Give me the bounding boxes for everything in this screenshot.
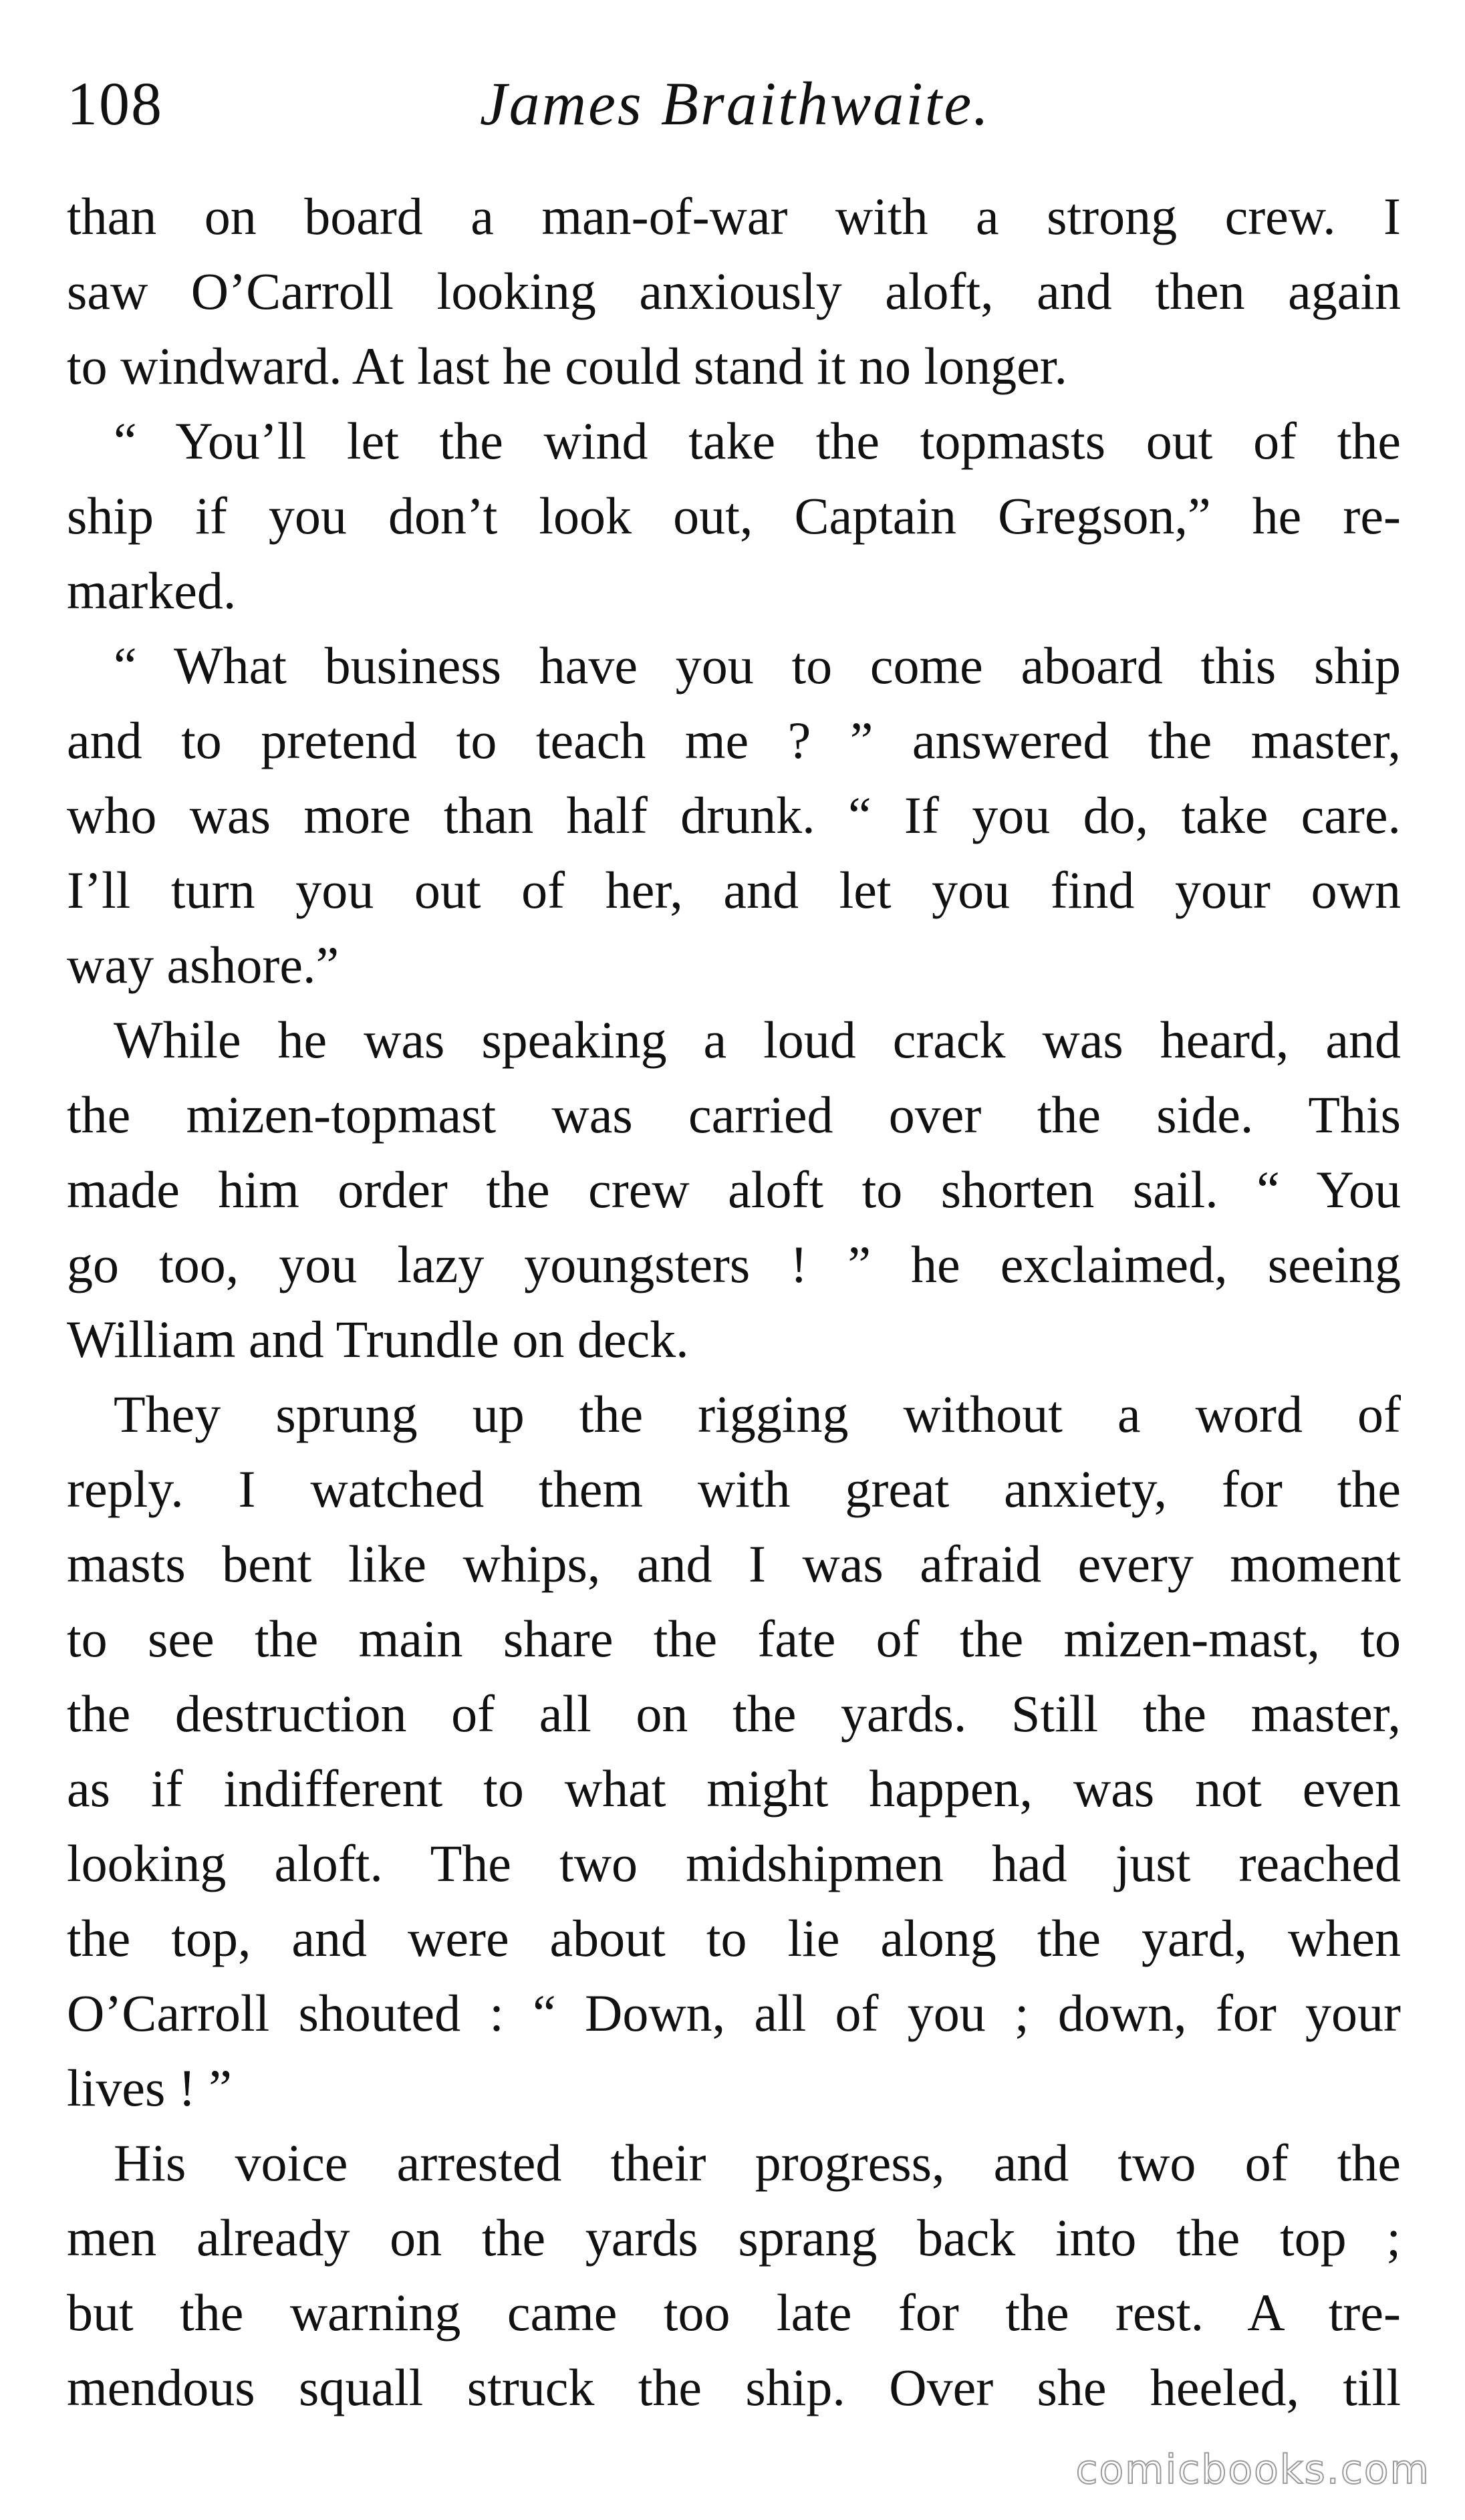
body-text: [67, 179, 1401, 2425]
text-line: made him order the crew aloft to shorten sail. “ You: [67, 1160, 1401, 1219]
text-line: While he was speaking a loud crack was heard, and: [114, 1011, 1401, 1069]
text-line: I’ll turn you out of her, and let you find your own: [67, 861, 1401, 919]
text-line: O’Carroll shouted : “ Down, all of you ; down, for your: [67, 1984, 1401, 2042]
page-number: 108: [67, 70, 163, 138]
text-line: as if indifferent to what might happen, was not even: [67, 1759, 1401, 1817]
text-line: William and Trundle on deck.: [67, 1310, 689, 1368]
running-title: James Braithwaite.: [479, 70, 991, 138]
text-line: They sprung up the rigging without a word of: [114, 1385, 1401, 1443]
text-line: reply. I watched them with great anxiety, for the: [67, 1460, 1401, 1518]
text-line: than on board a man-of-war with a strong crew. I: [67, 187, 1401, 245]
text-line: “ You’ll let the wind take the topmasts out of the: [114, 412, 1401, 470]
text-line: and to pretend to teach me ? ” answered the master,: [67, 711, 1401, 769]
text-line: the top, and were about to lie along the yard, when: [67, 1909, 1401, 1967]
running-head: [67, 64, 1404, 144]
text-line: but the warning came too late for the rest. A tre-: [67, 2283, 1401, 2342]
text-line: masts bent like whips, and I was afraid every moment: [67, 1535, 1401, 1593]
text-line: looking aloft. The two midshipmen had just reached: [67, 1834, 1401, 1892]
text-line: men already on the yards sprang back into the top ;: [67, 2209, 1401, 2267]
text-line: “ What business have you to come aboard this ship: [114, 636, 1401, 695]
text-line: mendous squall struck the ship. Over she heeled, till: [67, 2358, 1401, 2416]
text-line: to see the main share the fate of the mizen-mast, to: [67, 1610, 1401, 1668]
text-line: to windward. At last he could stand it no longer.: [67, 337, 1067, 395]
text-line: the mizen-topmast was carried over the side. This: [67, 1086, 1401, 1144]
text-line: who was more than half drunk. “ If you do, take care.: [67, 786, 1401, 844]
text-line: marked.: [67, 561, 237, 620]
text-line: His voice arrested their progress, and two of the: [114, 2134, 1401, 2192]
text-line: ship if you don’t look out, Captain Gregson,” he re-: [67, 487, 1401, 545]
text-line: go too, you lazy youngsters ! ” he exclaimed, seeing: [67, 1235, 1401, 1293]
text-line: lives ! ”: [67, 2059, 232, 2117]
text-line: way ashore.”: [67, 936, 340, 994]
text-line: the destruction of all on the yards. Still the master,: [67, 1684, 1401, 1743]
watermark: comicbooks.com: [1075, 2446, 1430, 2493]
text-line: saw O’Carroll looking anxiously aloft, and then again: [67, 262, 1401, 320]
